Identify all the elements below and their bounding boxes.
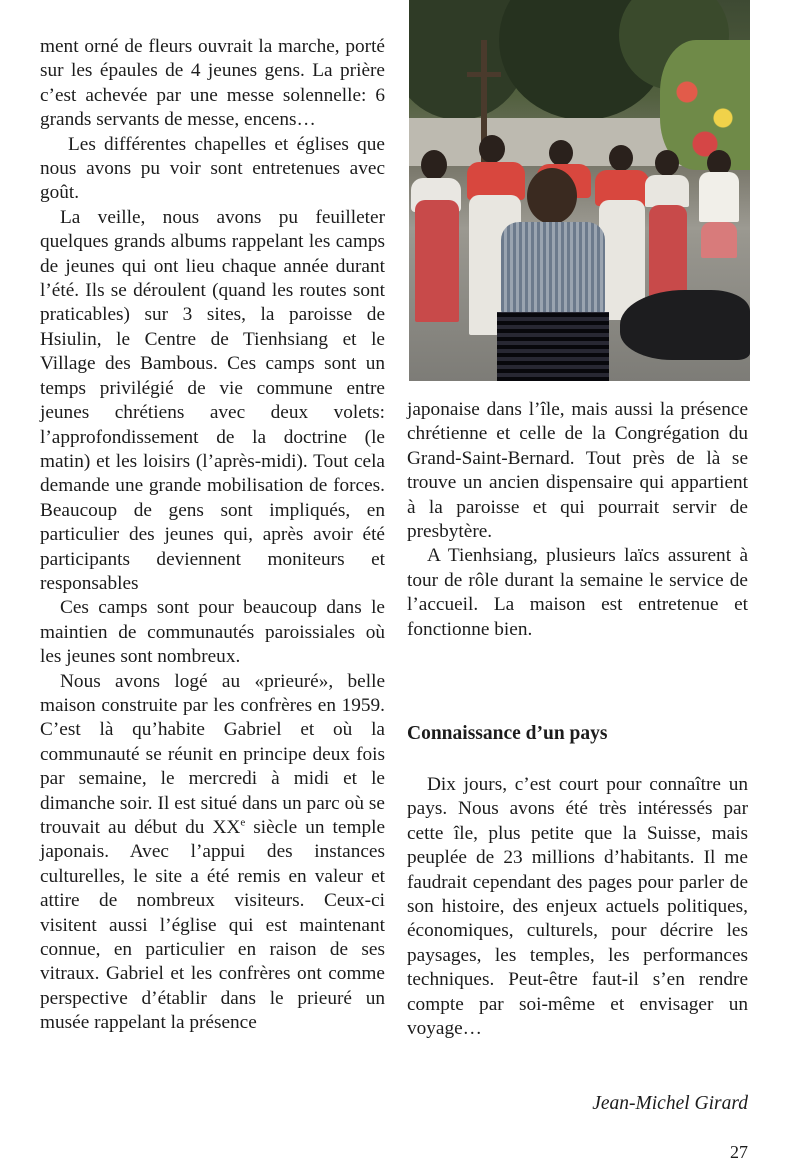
person-shirt bbox=[699, 172, 739, 222]
left-column bbox=[40, 35, 385, 1036]
left-paragraph-5-part-b: siècle un temple japonais. Avec l’appui des instances culturelles, le site a été remis en valeur et attire de nombreux visiteurs. Ceux-ci visitent aussi l’église qui est maintenant connue, en particulier en raison de ses vitraux. Gabriel et les confrères ont comme perspective d’établir dans le prieuré un musée rappelant la présence bbox=[40, 817, 385, 1034]
person-head bbox=[549, 140, 573, 166]
person-skirt bbox=[701, 222, 737, 258]
scooter-shape bbox=[620, 290, 750, 360]
person-robe bbox=[649, 205, 687, 300]
person-robe bbox=[415, 200, 459, 322]
left-paragraph-4: Ces camps sont pour beaucoup dans le maintien de communautés paroissiales où les jeunes sont nombreux. bbox=[40, 597, 385, 668]
section-body bbox=[407, 773, 748, 1041]
person-head bbox=[655, 150, 679, 176]
person-robe bbox=[645, 175, 689, 207]
person-shirt bbox=[501, 222, 605, 314]
person-head bbox=[479, 135, 505, 163]
person-head bbox=[527, 168, 577, 224]
left-paragraph-5 bbox=[40, 670, 385, 1036]
page-number: 27 bbox=[730, 1142, 748, 1162]
right-paragraph-2: A Tienhsiang, plusieurs laïcs assurent à tour de rôle durant la semaine le service de l’accueil. La maison est entretenue et fonctionne bien. bbox=[407, 545, 748, 640]
person-skirt bbox=[497, 312, 609, 381]
procession-photo bbox=[409, 0, 750, 381]
author-signature: Jean-Michel Girard bbox=[592, 1093, 748, 1114]
processional-cross-bar bbox=[467, 72, 501, 77]
century-superscript: e bbox=[240, 816, 246, 829]
left-paragraph-2: Les différentes chapelles et églises que nous avons pu voir sont entretenues avec goût. bbox=[40, 133, 385, 204]
person-head bbox=[609, 145, 633, 171]
left-paragraph-5-part-a: Nous avons logé au «prieuré», belle maison construite par les confrères en 1959. C’est là qu’habite Gabriel et où la communauté se réunit en principe deux fois par semaine, le mercredi à midi et le dimanche soir. Il est situé dans un parc où se trouvait au début du XX bbox=[40, 670, 385, 838]
flower-shrine bbox=[660, 40, 750, 170]
right-paragraph-1: japonaise dans l’île, mais aussi la présence chrétienne et celle de la Congrégation du Grand-Saint-Bernard. Tout près de là se trouve un ancien dispensaire qui appartient à la paroisse et qui pourrait servir de presbytère. bbox=[407, 399, 748, 543]
left-paragraph-3: La veille, nous avons pu feuilleter quelques grands albums rappelant les camps de jeunes qui ont lieu chaque année durant l’été. Ils se déroulent (quand les routes sont praticables) sur 3 sites, la paroisse de Hsiulin, le Centre de Tienhsiang et le Village des Bambous. Ces camps sont un temps privilégié de vie commune entre jeunes chrétiens avec deux volets: l’approfondissement de la doctrine (le matin) et les loisirs (l’après-midi). Tout cela demande une grande mobilisation de forces. Beaucoup de gens sont impliqués, en particulier des jeunes qui, après avoir été participants deviennent moniteurs et responsables bbox=[40, 206, 385, 594]
person-head bbox=[421, 150, 447, 180]
section-paragraph-1: Dix jours, c’est court pour connaître un pays. Nous avons été très intéressés par cette île, plus petite que la Suisse, mais peuplée de 23 millions d’habitants. Il me faudrait cependant des pages pour parler de son histoire, des enjeux actuels politiques, économiques, culturels, pour décrire les paysages, les temples, les performances techniques. Peut-être faut-il s’en rendre compte par soi-même et envisager un voyage… bbox=[407, 774, 748, 1040]
section-heading: Connaissance d’un pays bbox=[407, 723, 608, 744]
left-paragraph-1: ment orné de fleurs ouvrait la marche, porté sur les épaules de 4 jeunes gens. La prière c’est achevée par une messe solennelle: 6 grands servants de messe, encens… bbox=[40, 36, 385, 131]
right-column bbox=[407, 398, 748, 642]
